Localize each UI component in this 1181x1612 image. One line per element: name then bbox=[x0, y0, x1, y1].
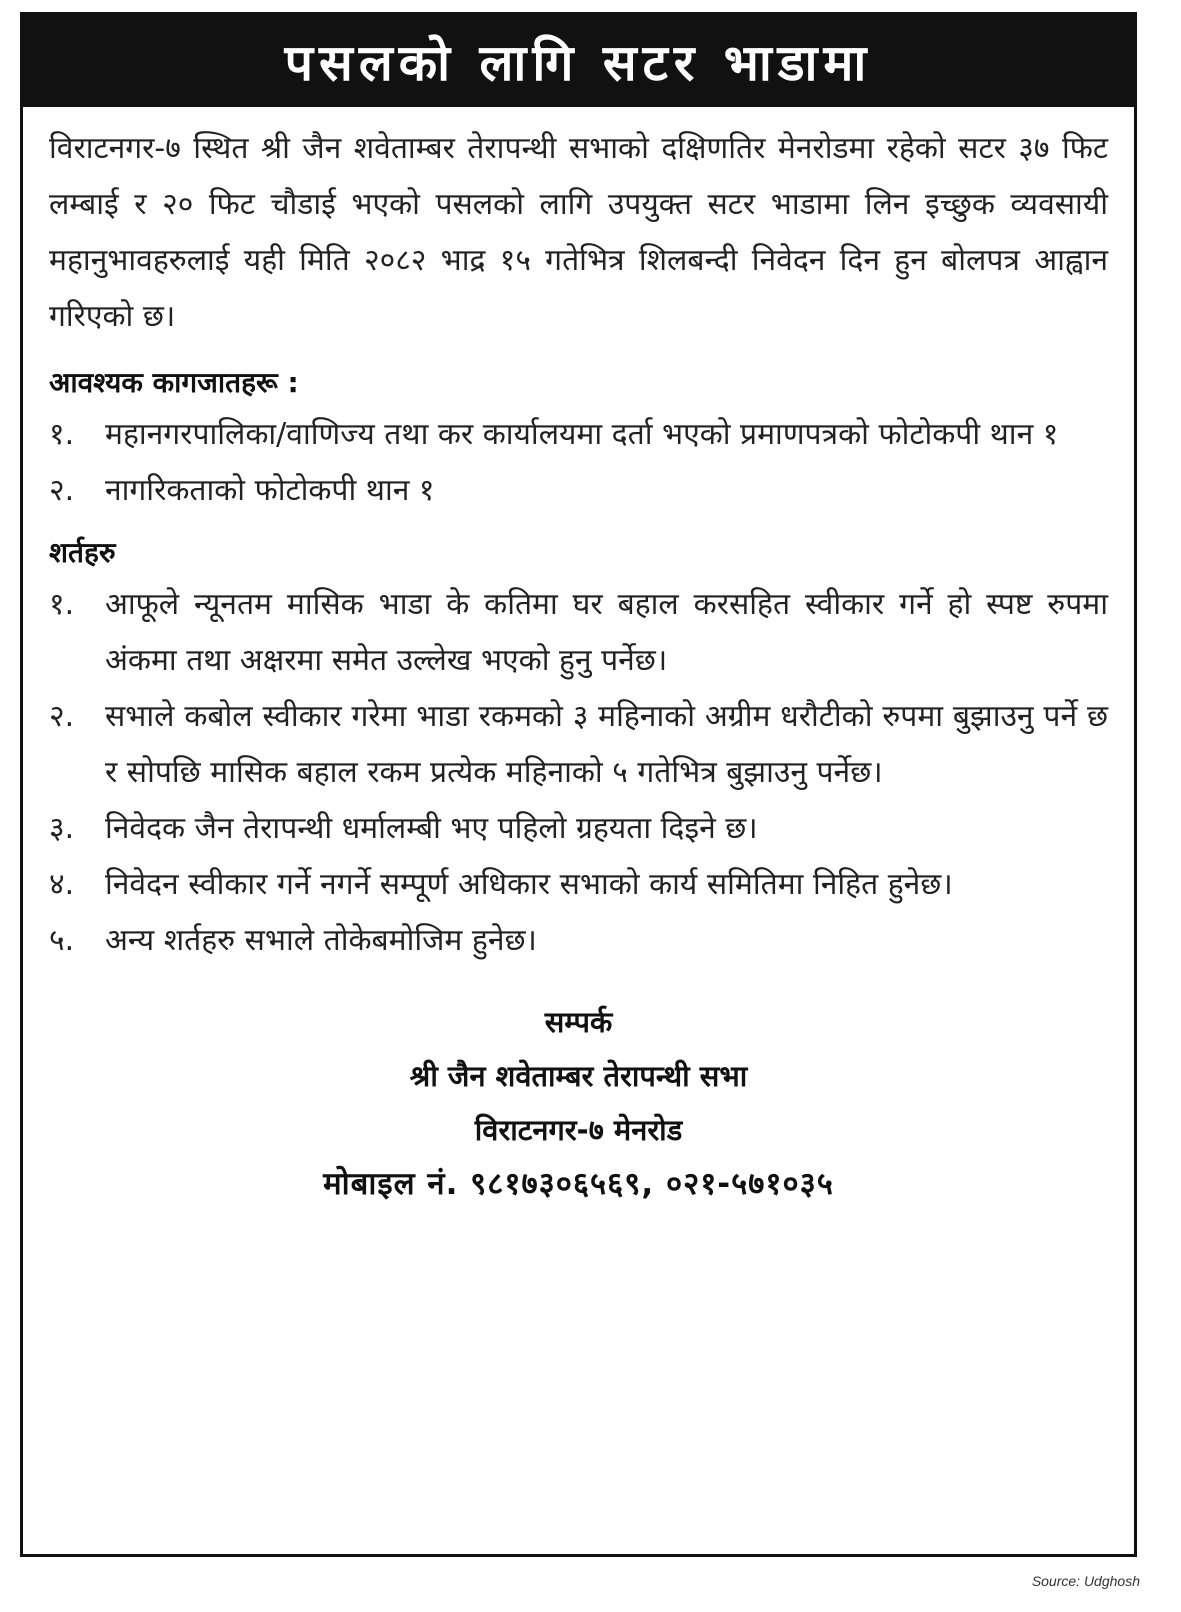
contact-label: सम्पर्क bbox=[544, 1005, 613, 1039]
terms-heading: शर्तहरु bbox=[49, 536, 116, 569]
item-number: ४. bbox=[49, 867, 75, 902]
item-number: २. bbox=[49, 699, 75, 734]
item-text: सभाले कबोल स्वीकार गरेमा भाडा रकमको ३ महिनाको अग्रीम धरौटीको रुपमा बुझाउनु पर्ने छ र सोपछि मासिक बहाल रकम प्रत्येक महिनाको ५ गतेभित्र बुझाउनु पर्नेछ। bbox=[105, 699, 1108, 790]
item-number: ५. bbox=[49, 923, 75, 958]
item-text: नागरिकताको फोटोकपी थान १ bbox=[105, 473, 435, 508]
terms-list bbox=[49, 577, 1108, 969]
item-number: ३. bbox=[49, 811, 75, 846]
list-item bbox=[49, 577, 1108, 689]
list-item bbox=[49, 407, 1108, 463]
item-text: अन्य शर्तहरु सभाले तोकेबमोजिम हुनेछ। bbox=[105, 923, 537, 958]
source-credit: Source: Udghosh bbox=[1031, 1573, 1140, 1589]
notice-content bbox=[23, 107, 1134, 1211]
list-item bbox=[49, 857, 1108, 913]
notice-title: पसलको लागि सटर भाडामा bbox=[284, 34, 873, 92]
documents-heading: आवश्यक कागजातहरू : bbox=[49, 366, 299, 399]
item-text: निवेदन स्वीकार गर्ने नगर्ने सम्पूर्ण अधिकार सभाको कार्य समितिमा निहित हुनेछ। bbox=[105, 867, 953, 902]
item-number: १. bbox=[49, 417, 75, 452]
title-bar bbox=[23, 15, 1134, 107]
list-item bbox=[49, 913, 1108, 969]
item-text: निवेदक जैन तेरापन्थी धर्मालम्बी भए पहिलो ग्रहयता दिइने छ। bbox=[105, 811, 758, 846]
item-number: १. bbox=[49, 587, 75, 622]
item-number: २. bbox=[49, 473, 75, 508]
item-text: आफूले न्यूनतम मासिक भाडा के कतिमा घर बहाल करसहित स्वीकार गर्ने हो स्पष्ट रुपमा अंकमा तथा अक्षरमा समेत उल्लेख भएको हुनु पर्नेछ। bbox=[105, 587, 1108, 678]
documents-list bbox=[49, 407, 1108, 519]
list-item bbox=[49, 801, 1108, 857]
intro-paragraph: विराटनगर-७ स्थित श्री जैन शवेताम्बर तेरापन्थी सभाको दक्षिणतिर मेनरोडमा रहेको सटर ३७ फिट लम्बाई र २० फिट चौडाई भएको पसलको लागि उपयुक्त सटर भाडामा लिन इच्छुक व्यवसायी महानुभावहरुलाई यही मिति २०८२ भाद्र १५ गतेभित्र शिलबन्दी निवेदन दिन हुन बोलपत्र आह्वान गरिएको छ। bbox=[49, 131, 1108, 334]
item-text: महानगरपालिका/वाणिज्य तथा कर कार्यालयमा दर्ता भएको प्रमाणपत्रको फोटोकपी थान १ bbox=[105, 417, 1059, 452]
contact-block bbox=[49, 995, 1108, 1211]
list-item bbox=[49, 463, 1108, 519]
contact-organization: श्री जैन शवेताम्बर तेरापन्थी सभा bbox=[409, 1059, 748, 1093]
list-item bbox=[49, 689, 1108, 801]
notice-advertisement bbox=[20, 12, 1137, 1557]
contact-address: विराटनगर-७ मेनरोड bbox=[474, 1113, 683, 1147]
contact-mobile: मोबाइल नं. ९८१७३०६५६९, ०२१-५७१०३५ bbox=[323, 1166, 834, 1202]
